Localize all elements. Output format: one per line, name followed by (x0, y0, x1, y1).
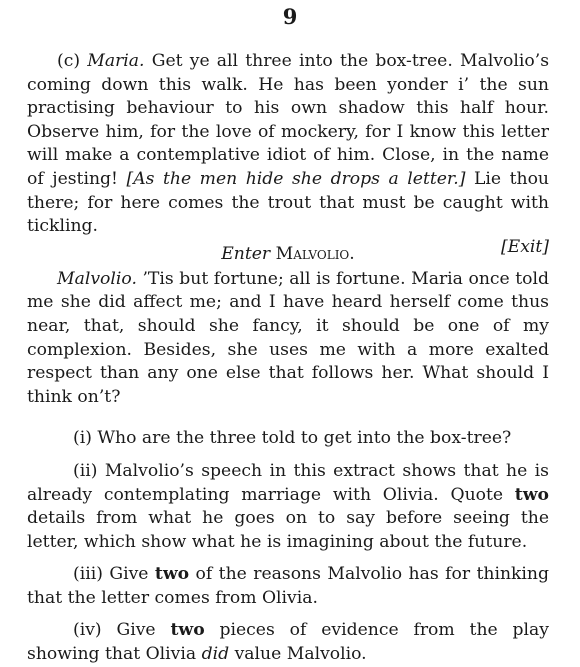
question-i (27, 427, 549, 451)
stage-direction-hide: [As the men hide she drops a letter.] (126, 168, 466, 189)
question-iii-emph: two (154, 564, 190, 585)
question-iv-italic: did (201, 644, 230, 665)
malvolio-speech (27, 268, 549, 410)
maria-speech-text-b: Lie thou there; for here comes the trout that must be caught with tickling. (27, 168, 549, 237)
question-ii-emph: two (514, 484, 549, 505)
speaker-maria: Maria. (87, 51, 145, 71)
question-iii (27, 563, 549, 610)
speaker-malvolio: Malvolio. (57, 268, 137, 289)
maria-speech (27, 50, 549, 239)
question-iv (27, 619, 549, 666)
question-iv-text-b: pieces of evidence from the play showing that Olivia (27, 620, 550, 665)
passage-c (27, 50, 549, 667)
passage-label: (c) (57, 51, 81, 71)
question-iii-text-a: Give (109, 564, 149, 585)
question-iv-text-a: Give (116, 620, 156, 641)
question-ii-text-a: Malvolio’s speech in this extract shows that he is already contemplating marriage with Olivia. Quote (27, 460, 549, 505)
question-ii-text-b: details from what he goes on to say before seeing the letter, which show what he is imagining about the future. (27, 508, 549, 552)
page-number: 9 (282, 4, 298, 29)
enter-name: Malvolio. (275, 243, 355, 264)
question-iv-text-c: value Malvolio. (234, 644, 367, 665)
exit-direction: [Exit] (500, 236, 549, 257)
question-ii-num: (ii) (73, 460, 98, 481)
maria-speech-text-a: Get ye all three into the box-tree. Malvolio’s coming down this walk. He has been yonder i’ the sun practising behaviour to his own shadow this half hour. Observe him, for the love of mockery, for I know this letter will make a contemplative idiot of him. Close, in the name of jesting! (27, 51, 550, 189)
malvolio-speech-text: ’Tis but fortune; all is fortune. Maria once told me she did affect me; and I have heard herself come thus near, that, should she fancy, it should be one of my complexion. Besides, she uses me with a more exalted respect than any one else that follows her. What should I think on’t? (27, 268, 549, 407)
enter-word: Enter (221, 243, 271, 264)
enter-line (27, 236, 549, 268)
question-iv-num: (iv) (73, 620, 102, 641)
question-i-text: Who are the three told to get into the box-tree? (97, 428, 512, 449)
question-iii-num: (iii) (73, 564, 103, 585)
question-i-num: (i) (73, 428, 92, 449)
question-iv-emph: two (170, 620, 205, 641)
question-ii (27, 460, 549, 554)
question-iii-text-b: of the reasons Malvolio has for thinking that the letter comes from Olivia. (27, 564, 549, 608)
